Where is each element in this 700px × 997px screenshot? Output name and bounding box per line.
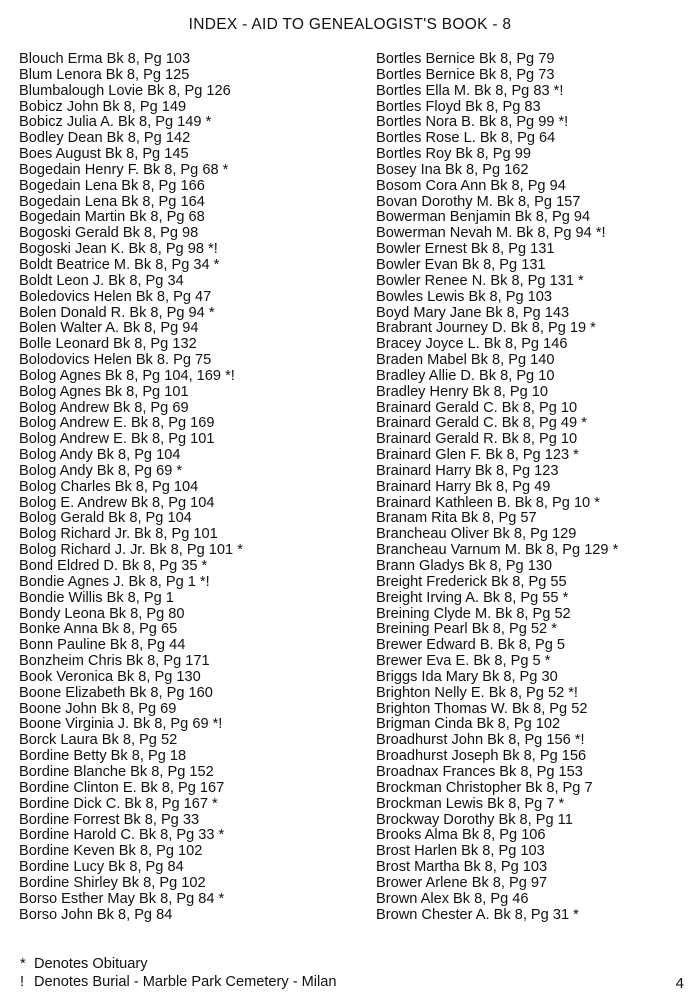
index-entry: Bolle Leonard Bk 8, Pg 132 [19, 336, 197, 353]
legend [20, 955, 337, 991]
index-entry: Bonn Pauline Bk 8, Pg 44 [19, 637, 186, 654]
index-entry: Borso Esther May Bk 8, Pg 84 * [19, 890, 225, 907]
index-entry: Bogedain Martin Bk 8, Pg 68 [19, 209, 205, 226]
index-entry: Brainard Harry Bk 8, Pg 49 [376, 478, 551, 495]
index-entry: Bradley Allie D. Bk 8, Pg 10 [376, 367, 555, 384]
index-entry: Bortles Ella M. Bk 8, Pg 83 *! [376, 82, 564, 99]
index-entry: Bordine Harold C. Bk 8, Pg 33 * [19, 827, 225, 844]
index-entry: Borso John Bk 8, Pg 84 [19, 906, 173, 923]
index-entry: Bosom Cora Ann Bk 8, Pg 94 [376, 177, 566, 194]
index-entry: Bordine Betty Bk 8, Pg 18 [19, 748, 187, 765]
index-entry: Bowerman Nevah M. Bk 8, Pg 94 *! [376, 225, 606, 242]
index-entry: Bortles Floyd Bk 8, Pg 83 [376, 98, 541, 115]
index-entry: Brockway Dorothy Bk 8, Pg 11 [376, 811, 573, 828]
index-entry: Brown Alex Bk 8, Pg 46 [376, 890, 529, 907]
index-entry: Brost Harlen Bk 8, Pg 103 [376, 843, 545, 860]
index-entry: Bortles Bernice Bk 8, Pg 79 [376, 51, 555, 67]
index-entry: Bortles Nora B. Bk 8, Pg 99 *! [376, 114, 569, 131]
index-entry: Bordine Dick C. Bk 8, Pg 167 * [19, 795, 218, 812]
index-entry: Breining Pearl Bk 8, Pg 52 * [376, 621, 557, 638]
index-entry: Bonzheim Chris Bk 8, Pg 171 [19, 653, 210, 670]
index-entry: Brainard Gerald C. Bk 8, Pg 49 * [376, 415, 587, 432]
index-entry: Bolog Charles Bk 8, Pg 104 [19, 478, 199, 495]
index-entry: Bosey Ina Bk 8, Pg 162 [376, 161, 529, 178]
index-entry: Bordine Shirley Bk 8, Pg 102 [19, 874, 206, 891]
index-entry: Braden Mabel Bk 8, Pg 140 [376, 352, 555, 369]
index-entry: Bogoski Gerald Bk 8, Pg 98 [19, 225, 199, 242]
index-entry: Breight Irving A. Bk 8, Pg 55 * [376, 589, 569, 606]
index-column-left [19, 52, 243, 923]
index-entry: Bolog Andrew E. Bk 8, Pg 169 [19, 415, 215, 432]
index-entry: Bordine Keven Bk 8, Pg 102 [19, 843, 203, 860]
index-entry: Bonke Anna Bk 8, Pg 65 [19, 621, 178, 638]
index-entry: Branam Rita Bk 8, Pg 57 [376, 510, 537, 527]
index-entry: Bogoski Jean K. Bk 8, Pg 98 *! [19, 241, 218, 258]
index-entry: Brabrant Journey D. Bk 8, Pg 19 * [376, 320, 596, 337]
index-entry: Brainard Harry Bk 8, Pg 123 [376, 462, 559, 479]
index-entry: Breight Frederick Bk 8, Pg 55 [376, 573, 567, 590]
index-entry: Bolen Walter A. Bk 8, Pg 94 [19, 320, 199, 337]
index-entry: Bordine Lucy Bk 8, Pg 84 [19, 859, 184, 876]
index-entry: Brann Gladys Bk 8, Pg 130 [376, 558, 553, 574]
index-entry: Blum Lenora Bk 8, Pg 125 [19, 66, 190, 83]
index-entry: Breining Clyde M. Bk 8, Pg 52 [376, 605, 571, 622]
index-entry: Bowerman Benjamin Bk 8, Pg 94 [376, 209, 591, 226]
index-entry: Bolog Gerald Bk 8, Pg 104 [19, 510, 192, 527]
index-entry: Bolog Agnes Bk 8, Pg 104, 169 *! [19, 367, 235, 384]
index-entry: Brigman Cinda Bk 8, Pg 102 [376, 716, 561, 733]
index-entry: Bracey Joyce L. Bk 8, Pg 146 [376, 336, 568, 353]
index-entry: Bowles Lewis Bk 8, Pg 103 [376, 288, 553, 305]
index-entry: Bolen Donald R. Bk 8, Pg 94 * [19, 304, 215, 321]
index-entry: Bobicz John Bk 8, Pg 149 [19, 98, 187, 115]
index-entry: Bolog E. Andrew Bk 8, Pg 104 [19, 494, 215, 511]
index-entry: Book Veronica Bk 8, Pg 130 [19, 668, 201, 685]
index-entry: Bondy Leona Bk 8, Pg 80 [19, 605, 185, 622]
index-entry: Bordine Clinton E. Bk 8, Pg 167 [19, 779, 225, 796]
index-entry: Broadhurst Joseph Bk 8, Pg 156 [376, 748, 587, 765]
index-entry: Brainard Gerald C. Bk 8, Pg 10 [376, 399, 578, 416]
index-entry: Brown Chester A. Bk 8, Pg 31 * [376, 906, 579, 923]
index-entry: Brost Martha Bk 8, Pg 103 [376, 859, 548, 876]
index-entry: Boes August Bk 8, Pg 145 [19, 146, 189, 163]
index-entry: Boone Virginia J. Bk 8, Pg 69 *! [19, 716, 223, 733]
index-entry: Bowler Ernest Bk 8, Pg 131 [376, 241, 555, 258]
index-entry: Brancheau Oliver Bk 8, Pg 129 [376, 526, 577, 543]
index-entry: Brooks Alma Bk 8, Pg 106 [376, 827, 546, 844]
page-title: INDEX - AID TO GENEALOGIST'S BOOK - 8 [188, 16, 512, 33]
index-entry: Boyd Mary Jane Bk 8, Pg 143 [376, 304, 570, 321]
index-entry: Brewer Eva E. Bk 8, Pg 5 * [376, 653, 551, 670]
index-column-right [376, 52, 618, 923]
index-entry: Blouch Erma Bk 8, Pg 103 [19, 51, 191, 67]
index-entry: Boone John Bk 8, Pg 69 [19, 700, 177, 717]
index-entry: Bogedain Henry F. Bk 8, Pg 68 * [19, 161, 229, 178]
index-entry: Bowler Evan Bk 8, Pg 131 [376, 256, 546, 273]
index-entry: Bondie Agnes J. Bk 8, Pg 1 *! [19, 573, 210, 590]
index-entry: Bodley Dean Bk 8, Pg 142 [19, 130, 191, 147]
index-entry: Bolodovics Helen Bk 8. Pg 75 [19, 352, 212, 369]
index-entry: Brockman Lewis Bk 8, Pg 7 * [376, 795, 565, 812]
index-entry: Blumbalough Lovie Bk 8, Pg 126 [19, 82, 231, 99]
index-entry: Brower Arlene Bk 8, Pg 97 [376, 874, 548, 891]
index-entry: Bowler Renee N. Bk 8, Pg 131 * [376, 272, 584, 289]
index-entry: Bolog Richard J. Jr. Bk 8, Pg 101 * [19, 542, 243, 559]
index-entry: Brighton Nelly E. Bk 8, Pg 52 *! [376, 684, 578, 701]
index-entry: Bolog Andrew Bk 8, Pg 69 [19, 399, 189, 416]
index-entry: Bordine Forrest Bk 8, Pg 33 [19, 811, 200, 828]
index-entry: Boledovics Helen Bk 8, Pg 47 [19, 288, 212, 305]
index-entry: Bond Eldred D. Bk 8, Pg 35 * [19, 558, 208, 574]
index-entry: Bortles Roy Bk 8, Pg 99 [376, 146, 531, 163]
index-entry: Bondie Willis Bk 8, Pg 1 [19, 589, 174, 606]
index-entry: Brainard Kathleen B. Bk 8, Pg 10 * [376, 494, 600, 511]
index-entry: Brighton Thomas W. Bk 8, Pg 52 [376, 700, 588, 717]
index-entry: Bolog Andy Bk 8, Pg 69 * [19, 462, 183, 479]
index-entry: Brockman Christopher Bk 8, Pg 7 [376, 779, 593, 796]
index-entry: Boone Elizabeth Bk 8, Pg 160 [19, 684, 213, 701]
index-entry: Brewer Edward B. Bk 8, Pg 5 [376, 637, 565, 654]
legend-burial: ! Denotes Burial - Marble Park Cemetery - Milan [20, 974, 337, 990]
index-entry: Bradley Henry Bk 8, Pg 10 [376, 383, 548, 400]
index-entry: Bovan Dorothy M. Bk 8, Pg 157 [376, 193, 581, 210]
index-entry: Brainard Gerald R. Bk 8, Pg 10 [376, 431, 578, 448]
index-entry: Bolog Agnes Bk 8, Pg 101 [19, 383, 189, 400]
index-entry: Bogedain Lena Bk 8, Pg 166 [19, 177, 205, 194]
index-entry: Bordine Blanche Bk 8, Pg 152 [19, 763, 214, 780]
index-entry: Bobicz Julia A. Bk 8, Pg 149 * [19, 114, 212, 131]
legend-obituary: * Denotes Obituary [20, 956, 148, 972]
index-entry: Brancheau Varnum M. Bk 8, Pg 129 * [376, 542, 619, 559]
index-entry: Bolog Richard Jr. Bk 8, Pg 101 [19, 526, 218, 543]
index-entry: Bolog Andrew E. Bk 8, Pg 101 [19, 431, 215, 448]
index-entry: Bogedain Lena Bk 8, Pg 164 [19, 193, 205, 210]
index-entry: Bolog Andy Bk 8, Pg 104 [19, 447, 181, 464]
index-entry: Briggs Ida Mary Bk 8, Pg 30 [376, 668, 558, 685]
page-number: 4 [675, 975, 684, 992]
index-entry: Brainard Glen F. Bk 8, Pg 123 * [376, 447, 579, 464]
index-entry: Broadhurst John Bk 8, Pg 156 *! [376, 732, 585, 749]
index-entry: Boldt Beatrice M. Bk 8, Pg 34 * [19, 256, 220, 273]
index-entry: Boldt Leon J. Bk 8, Pg 34 [19, 272, 184, 289]
index-entry: Bortles Rose L. Bk 8, Pg 64 [376, 130, 556, 147]
index-entry: Broadnax Frances Bk 8, Pg 153 [376, 763, 583, 780]
index-entry: Borck Laura Bk 8, Pg 52 [19, 732, 178, 749]
index-entry: Bortles Bernice Bk 8, Pg 73 [376, 66, 555, 83]
